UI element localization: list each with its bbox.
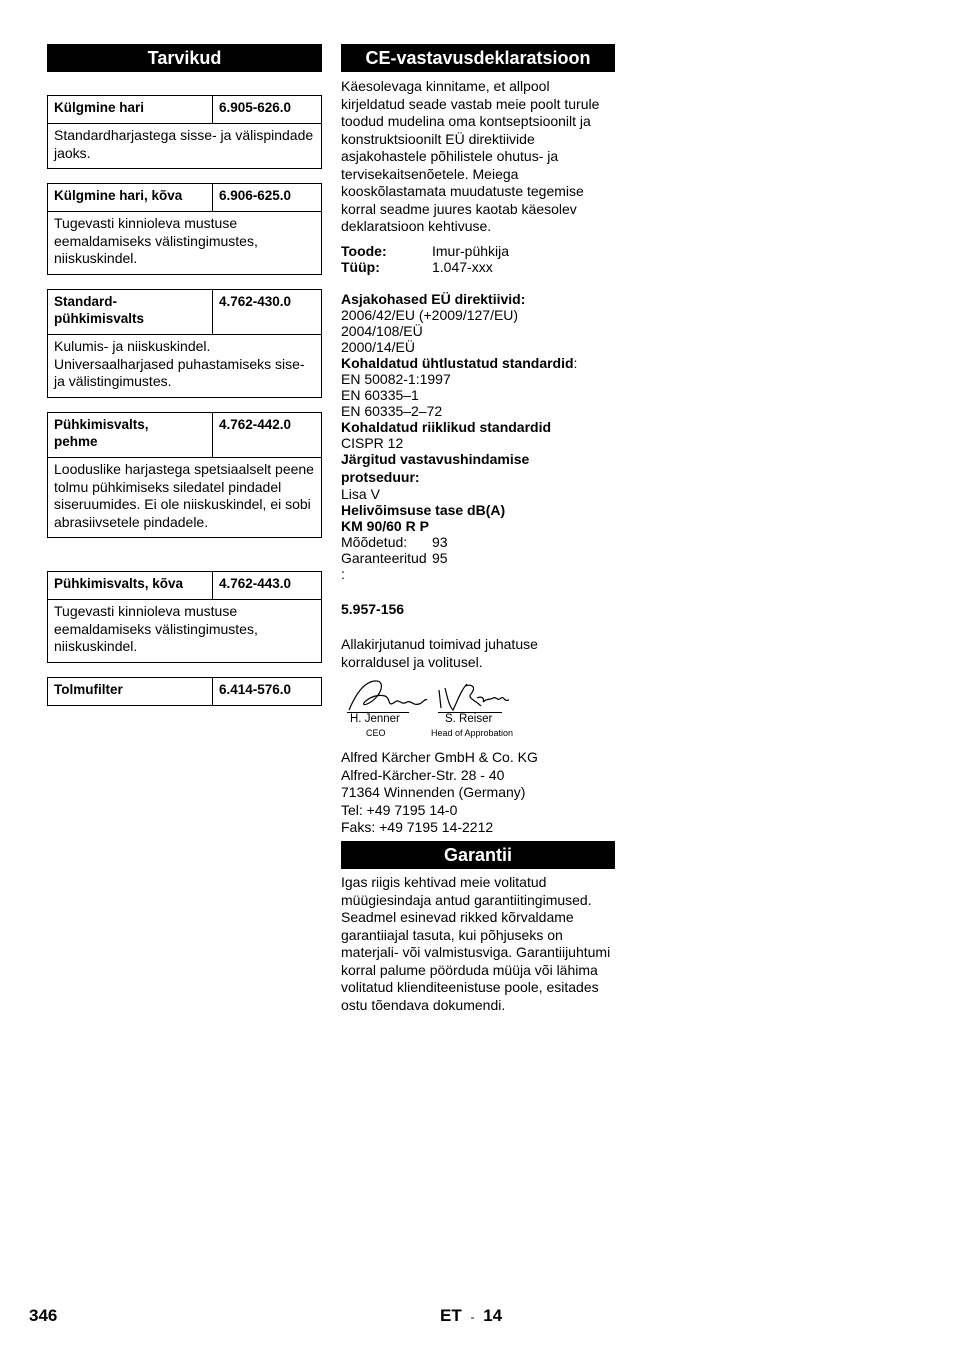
procedure-label: Järgitud vastavushindamise protseduur: [341,451,530,485]
model-name: KM 90/60 R P [341,518,429,534]
procedure-value: Lisa V [341,486,380,502]
harmonized-standards-label: Kohaldatud ühtlustatud standardid [341,355,574,371]
language-page [440,1306,502,1326]
ce-intro-text: Käesolevaga kinnitame, et allpool kirjeldatud seade vastab meie poolt turule toodud mudelina oma kontseptsioonilt ja konstruktsioonilt EÜ direktiivide asjakohastele põhilistele ohutus- ja tervisekaitsenõetele. Meiega kooskõlastamata muudatuste tegemise korral seadme juures kaotab käesolev deklaratsioon kehtivuse. [341,78,600,234]
warranty-text: Igas riigis kehtivad meie volitatud müügiesindaja antud garantiitingimused. Seadmel esinevad rikked kõrvaldame garantiiajal tasuta, kui põhjuseks on materjali- või valmistusviga. Garantiijuhtumi korral palume pöörduda müüja või lähima volitatud klienditeenistuse poole, esitades ostu tõendava dokumendi. [341,874,611,1013]
tarvikud-heading: Tarvikud [47,44,322,72]
signer1-name: H. Jenner [350,713,400,725]
directive-item: 2006/42/EU (+2009/127/EU) [341,307,519,323]
type-value: 1.047-xxx [432,259,493,275]
signers-note: Allakirjutanud toimivad juhatuse korraldusel ja volitusel. [341,636,538,670]
accessory-description: Looduslike harjastega spetsiaalselt peene tolmu pühkimiseks siledatel pindadel siseruumides. Ei ole niiskuskindel, ei sobi abrasiivsetele pindadele. [54,461,314,530]
directive-item: 2000/14/EÜ [341,339,415,355]
accessory-name: Pühkimisvalts, kõva [48,572,213,599]
guaranteed-label: Garanteeritud [341,550,427,566]
product-value: Imur-pühkija [432,243,510,259]
accessory-item [47,412,322,538]
page-number: 346 [29,1306,58,1325]
accessory-description: Tugevasti kinnioleva mustuse eemaldamiseks välistingimustes, niiskuskindel. [54,603,258,654]
accessory-item [47,677,322,706]
type-label: Tüüp: [341,259,380,275]
footer-separator: - [470,1310,475,1324]
signature-jenner-icon [349,681,427,710]
language-page-number: 14 [483,1306,503,1325]
accessory-item [47,571,322,663]
noise-level-label: Helivõimsuse tase dB(A) [341,502,506,518]
signature-images [341,676,541,716]
accessory-description: Kulumis- ja niiskuskindel. Universaalharjased puhastamiseks sise- ja välistingimustes. [54,338,305,389]
company-name: Alfred Kärcher GmbH & Co. KG [341,749,538,765]
standard-item: EN 60335–2–72 [341,403,443,419]
product-info [341,243,621,275]
harmonized-colon: : [573,355,578,371]
measured-label: Mõõdetud: [341,534,408,550]
directive-item: 2004/108/EÜ [341,323,423,339]
accessory-item [47,289,322,398]
signer1-title: CEO [366,728,386,738]
colon-line: : [341,566,345,582]
accessory-name: Külgmine hari, kõva [48,184,213,211]
national-standards-label: Kohaldatud riiklikud standardid [341,419,552,435]
company-phone: Tel: +49 7195 14-0 [341,801,458,818]
directives-label: Asjakohased EÜ direktiivid: [341,291,526,307]
accessory-description: Tugevasti kinnioleva mustuse eemaldamiseks välistingimustes, niiskuskindel. [54,215,258,266]
signature-reiser-icon [439,684,509,710]
company-street: Alfred-Kärcher-Str. 28 - 40 [341,766,505,783]
ce-declaration-heading: CE-vastavusdeklaratsioon [341,44,615,72]
standard-item: EN 60335–1 [341,387,419,403]
accessory-code: 6.905-626.0 [219,100,292,115]
accessory-code: 6.906-625.0 [219,188,292,203]
accessory-code: 4.762-443.0 [219,576,292,591]
signatures [341,676,541,742]
product-label: Toode: [341,243,387,259]
accessory-name: Tolmufilter [48,678,213,705]
accessory-item [47,183,322,275]
company-address [341,749,621,837]
accessory-code: 4.762-442.0 [219,417,292,432]
signer2-name: S. Reiser [445,713,493,725]
accessory-code: 4.762-430.0 [219,294,292,309]
national-standard: CISPR 12 [341,435,404,451]
warranty-heading: Garantii [341,841,615,869]
measured-value: 93 [432,534,448,550]
accessory-item [47,95,322,169]
guaranteed-value: 95 [432,550,448,566]
company-fax: Faks: +49 7195 14-2212 [341,819,494,835]
accessory-name: Pühkimisvalts, pehme [48,413,213,457]
language-code: ET [440,1306,462,1325]
company-city: 71364 Winnenden (Germany) [341,784,526,800]
accessory-name: Külgmine hari [48,96,213,123]
standard-item: EN 50082-1:1997 [341,371,451,387]
part-number: 5.957-156 [341,601,405,617]
accessory-name: Standard-pühkimisvalts [48,290,213,334]
accessory-code: 6.414-576.0 [219,682,292,697]
directives-block [341,291,621,582]
signer2-title: Head of Approbation [431,728,514,738]
accessory-description: Standardharjastega sisse- ja välispindade jaoks. [54,127,314,161]
